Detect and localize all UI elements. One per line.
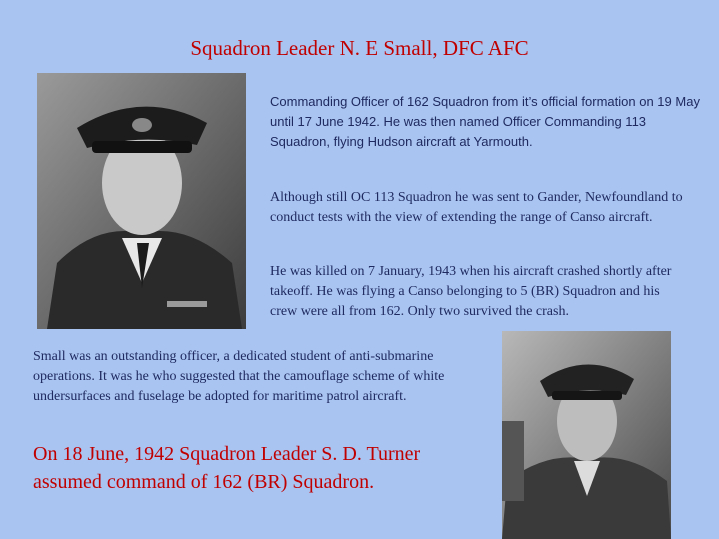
portrait-illustration: [37, 73, 246, 329]
paragraph-killed: He was killed on 7 January, 1943 when his aircraft crashed shortly after takeoff. He was flying a Canso belonging to 5 (BR) Squadron and his crew were all from 162. Only two survived the crash.: [270, 264, 672, 319]
portrait-photo-small: [37, 73, 246, 329]
portrait-photo-group: [502, 331, 671, 539]
slide-title: Squadron Leader N. E Small, DFC AFC: [190, 36, 529, 60]
group-photo-illustration: [502, 331, 671, 539]
paragraph-gander: Although still OC 113 Squadron he was sent to Gander, Newfoundland to conduct tests with the view of extending the range of Canso aircraft.: [270, 190, 683, 225]
paragraph-officer: Small was an outstanding officer, a dedicated student of anti-submarine operations. It was he who suggested that the camouflage scheme of white undersurfaces and fuselage be adopted for maritime patrol aircraft.: [33, 349, 445, 404]
paragraph-turner: On 18 June, 1942 Squadron Leader S. D. Turner assumed command of 162 (BR) Squadron.: [33, 443, 421, 493]
paragraph-command: Commanding Officer of 162 Squadron from it’s official formation on 19 May until 17 June 1942. He was then named Officer Commanding 113 Squadron, flying Hudson aircraft at Yarmouth.: [270, 94, 700, 149]
